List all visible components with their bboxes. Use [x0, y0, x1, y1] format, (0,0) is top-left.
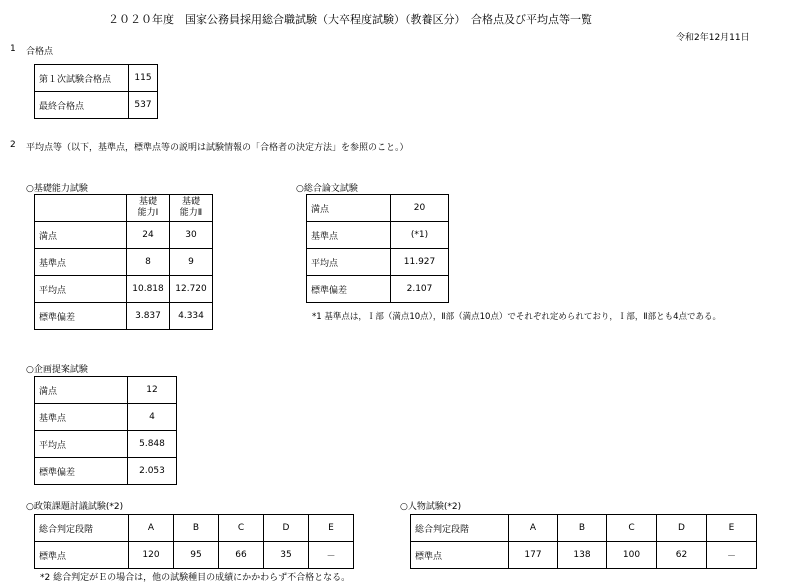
- row-label: 満点: [35, 222, 127, 249]
- row-value: 3.837: [127, 303, 170, 330]
- table-row: [35, 458, 177, 485]
- row-value: 66: [219, 542, 264, 569]
- grade-header: D: [264, 515, 309, 542]
- row-value: －: [309, 542, 354, 569]
- row-value: 95: [174, 542, 219, 569]
- kikaku-heading: ○企画提案試験: [26, 365, 88, 375]
- row-value: 20: [391, 195, 449, 222]
- row-label: 標準偏差: [35, 303, 127, 330]
- row-label: 平均点: [35, 276, 127, 303]
- row-value: 12: [128, 377, 177, 404]
- row-label: 基準点: [307, 222, 391, 249]
- header-kiso1-line1: 基礎: [138, 197, 157, 207]
- grade-header: A: [509, 515, 558, 542]
- row-value: 5.848: [128, 431, 177, 458]
- section2-heading: 平均点等（以下，基準点，標準点等の説明は試験情報の「合格者の決定方法」を参照のこと。）: [26, 143, 409, 153]
- row-value: (*1): [391, 222, 449, 249]
- header-kiso2-line2: 能力Ⅱ: [179, 208, 203, 218]
- row-label: 平均点: [307, 249, 391, 276]
- table-row: [411, 542, 757, 569]
- row-value: 8: [127, 249, 170, 276]
- row-label: 基準点: [35, 249, 127, 276]
- page-title: ２０２０年度 国家公務員採用総合職試験（大卒程度試験）（教養区分） 合格点及び平均点等一覧: [108, 13, 592, 26]
- grade-header: B: [558, 515, 607, 542]
- kiso-table: [34, 194, 213, 330]
- table-header-row: [411, 515, 757, 542]
- pass-score-table: [34, 64, 158, 119]
- row-value: 4: [128, 404, 177, 431]
- grade-header: D: [657, 515, 707, 542]
- section2-number: 2: [10, 140, 16, 150]
- table-row: [35, 92, 158, 119]
- grade-header: B: [174, 515, 219, 542]
- table-row: [35, 276, 213, 303]
- row-value: 537: [129, 92, 158, 119]
- row-label: 最終合格点: [35, 92, 129, 119]
- grade-header: C: [607, 515, 657, 542]
- table-row: [35, 303, 213, 330]
- table-row: [35, 65, 158, 92]
- seisaku-table: [34, 514, 354, 569]
- row-value: 10.818: [127, 276, 170, 303]
- issue-date: 令和2年12月11日: [676, 33, 750, 43]
- header-empty-cell: [35, 195, 127, 222]
- row-value: －: [707, 542, 757, 569]
- table-row: [307, 222, 449, 249]
- row-value: 138: [558, 542, 607, 569]
- section1-heading: 合格点: [26, 47, 54, 57]
- row-label: 標準偏差: [307, 276, 391, 303]
- row-value: 12.720: [170, 276, 213, 303]
- kikaku-table: [34, 376, 177, 485]
- header-label: 総合判定段階: [35, 515, 129, 542]
- seisaku-footnote: *2 総合判定がＥの場合は，他の試験種目の成績にかかわらず不合格となる。: [40, 573, 351, 583]
- grade-header: E: [707, 515, 757, 542]
- row-value: 24: [127, 222, 170, 249]
- kiso-heading: ○基礎能力試験: [26, 184, 88, 194]
- table-row: [307, 276, 449, 303]
- table-header-row: [35, 195, 213, 222]
- table-row: [307, 249, 449, 276]
- table-row: [35, 249, 213, 276]
- row-label: 標準偏差: [35, 458, 128, 485]
- table-row: [35, 404, 177, 431]
- seisaku-heading: ○政策課題討議試験(*2): [26, 502, 124, 512]
- grade-header: E: [309, 515, 354, 542]
- table-header-row: [35, 515, 354, 542]
- table-row: [35, 431, 177, 458]
- row-value: 30: [170, 222, 213, 249]
- jinbutsu-heading: ○人物試験(*2): [400, 502, 462, 512]
- ronbun-footnote: *1 基準点は，Ｉ部（満点10点），Ⅱ部（満点10点）でそれぞれ定められており，Ｉ部，Ⅱ部とも4点である。: [312, 312, 722, 322]
- row-value: 120: [129, 542, 174, 569]
- grade-header: C: [219, 515, 264, 542]
- row-value: 115: [129, 65, 158, 92]
- row-label: 標準点: [411, 542, 509, 569]
- row-label: 第１次試験合格点: [35, 65, 129, 92]
- table-row: [35, 222, 213, 249]
- row-value: 11.927: [391, 249, 449, 276]
- row-value: 100: [607, 542, 657, 569]
- row-value: 2.053: [128, 458, 177, 485]
- grade-header: A: [129, 515, 174, 542]
- row-value: 9: [170, 249, 213, 276]
- row-label: 平均点: [35, 431, 128, 458]
- header-kiso2-line1: 基礎: [181, 197, 200, 207]
- row-label: 基準点: [35, 404, 128, 431]
- table-row: [35, 542, 354, 569]
- row-value: 2.107: [391, 276, 449, 303]
- row-value: 35: [264, 542, 309, 569]
- row-label: 満点: [307, 195, 391, 222]
- ronbun-table: [306, 194, 449, 303]
- jinbutsu-table: [410, 514, 757, 569]
- row-label: 満点: [35, 377, 128, 404]
- header-kiso2: [170, 195, 213, 222]
- table-row: [35, 377, 177, 404]
- header-label: 総合判定段階: [411, 515, 509, 542]
- row-value: 4.334: [170, 303, 213, 330]
- row-value: 177: [509, 542, 558, 569]
- ronbun-heading: ○総合論文試験: [296, 184, 358, 194]
- header-kiso1: [127, 195, 170, 222]
- row-value: 62: [657, 542, 707, 569]
- section1-number: 1: [10, 44, 16, 54]
- row-label: 標準点: [35, 542, 129, 569]
- header-kiso1-line2: 能力Ⅰ: [137, 208, 159, 218]
- table-row: [307, 195, 449, 222]
